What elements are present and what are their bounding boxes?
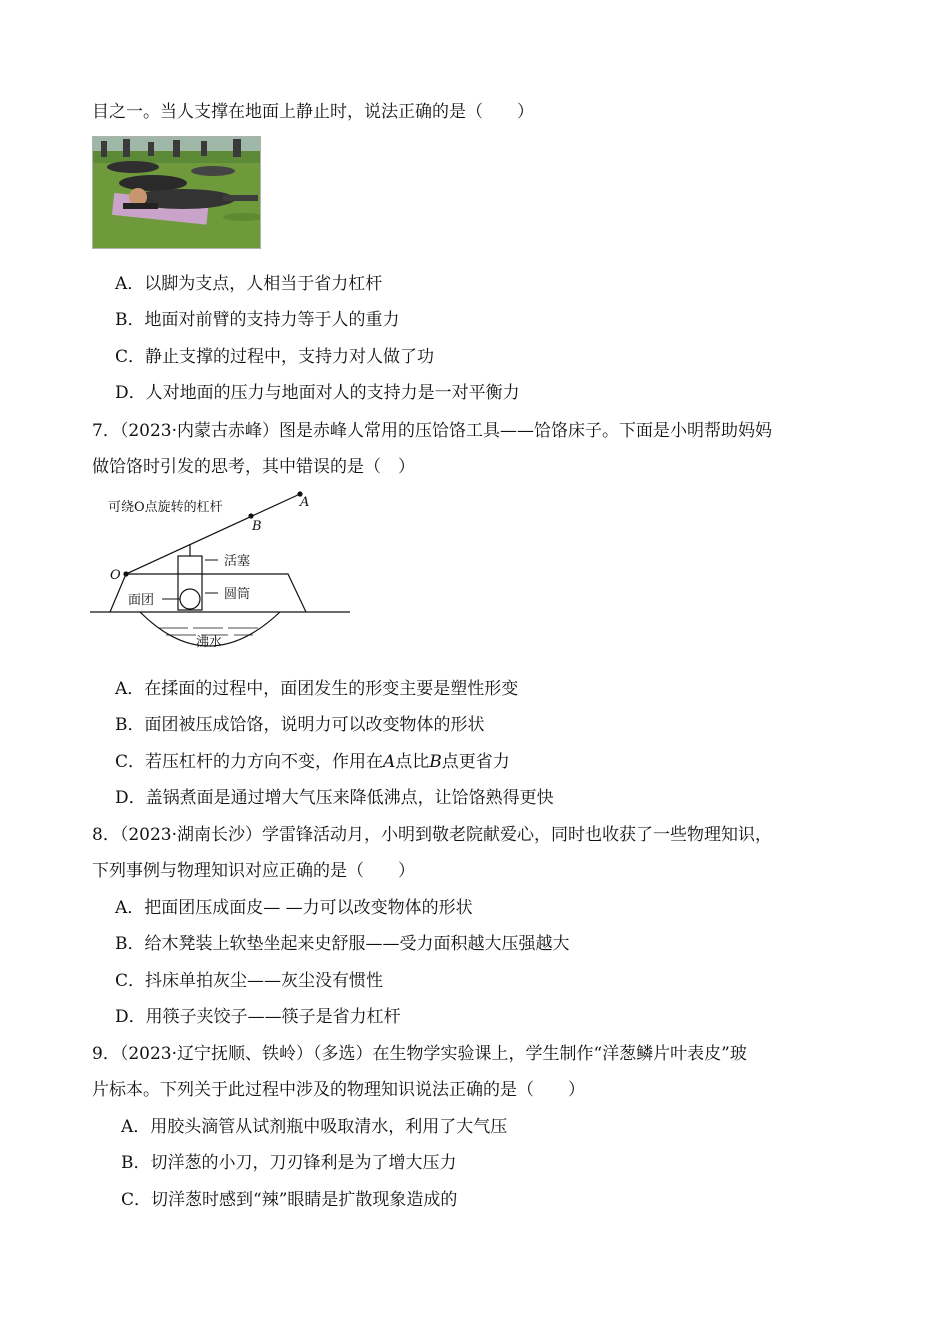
- q6-option-a: A．以脚为支点，人相当于省力杠杆: [115, 274, 383, 294]
- plank-exercise-photo: [92, 136, 261, 249]
- q9-stem-line1: 9．（2023·辽宁抚顺、铁岭）（多选）在生物学实验课上，学生制作“洋葱鳞片叶表皮”玻: [92, 1044, 747, 1064]
- dough-label: 面团: [128, 593, 155, 608]
- lever-label: 可绕O点旋转的杠杆: [108, 500, 223, 515]
- q8-option-a: A．把面团压成面皮— —力可以改变物体的形状: [115, 898, 473, 918]
- cylinder-label: 圆筒: [224, 587, 251, 602]
- point-o-label: O: [110, 568, 121, 583]
- q9-option-c: C．切洋葱时感到“辣”眼睛是扩散现象造成的: [121, 1190, 458, 1210]
- q9-option-b: B．切洋葱的小刀，刀刃锋利是为了增大压力: [121, 1153, 457, 1173]
- q8-stem-line2: 下列事例与物理知识对应正确的是（ ）: [92, 861, 415, 881]
- q8-option-d: D．用筷子夹饺子——筷子是省力杠杆: [115, 1007, 401, 1027]
- q7-option-d: D．盖锅煮面是通过增大气压来降低沸点，让饸饹熟得更快: [115, 788, 554, 808]
- q8-option-b: B．给木凳装上软垫坐起来史舒服——受力面积越大压强越大: [115, 934, 570, 954]
- q6-option-b: B．地面对前臂的支持力等于人的重力: [115, 310, 400, 330]
- water-label: 沸水: [196, 635, 223, 650]
- q7-option-c-part1: C．若压杠杆的力方向不变，作用在: [115, 752, 384, 772]
- q6-option-d: D．人对地面的压力与地面对人的支持力是一对平衡力: [115, 383, 520, 403]
- q7-option-a: A．在揉面的过程中，面团发生的形变主要是塑性形变: [115, 679, 519, 699]
- q6-stem-tail: 目之一。当人支撑在地面上静止时，说法正确的是（ ）: [92, 102, 534, 122]
- point-a-label: A: [300, 495, 310, 510]
- q8-stem-line1: 8．（2023·湖南长沙）学雷锋活动月，小明到敬老院献爱心，同时也收获了一些物理知识，: [92, 825, 772, 845]
- q7-option-c-part2: 点比: [395, 752, 430, 772]
- piston-label: 活塞: [224, 554, 251, 569]
- q7-stem-line2: 做饸饹时引发的思考，其中错误的是（ ）: [92, 457, 415, 477]
- noodle-press-diagram: [88, 490, 356, 660]
- q7-option-b: B．面团被压成饸饹，说明力可以改变物体的形状: [115, 715, 485, 735]
- q7-option-c-point-b: B: [429, 752, 442, 772]
- q7-stem-line1: 7．（2023·内蒙古赤峰）图是赤峰人常用的压饸饹工具——饸饹床子。下面是小明帮助妈妈: [92, 421, 772, 441]
- q9-option-a: A．用胶头滴管从试剂瓶中吸取清水，利用了大气压: [121, 1117, 508, 1137]
- point-b-label: B: [252, 519, 262, 534]
- q7-option-c-part3: 点更省力: [441, 752, 510, 772]
- q8-option-c: C．抖床单拍灰尘——灰尘没有惯性: [115, 971, 384, 991]
- q7-option-c: [115, 750, 510, 774]
- q6-option-c: C．静止支撑的过程中，支持力对人做了功: [115, 347, 435, 367]
- q9-stem-line2: 片标本。下列关于此过程中涉及的物理知识说法正确的是（ ）: [92, 1080, 585, 1100]
- q7-option-c-point-a: A: [383, 752, 396, 772]
